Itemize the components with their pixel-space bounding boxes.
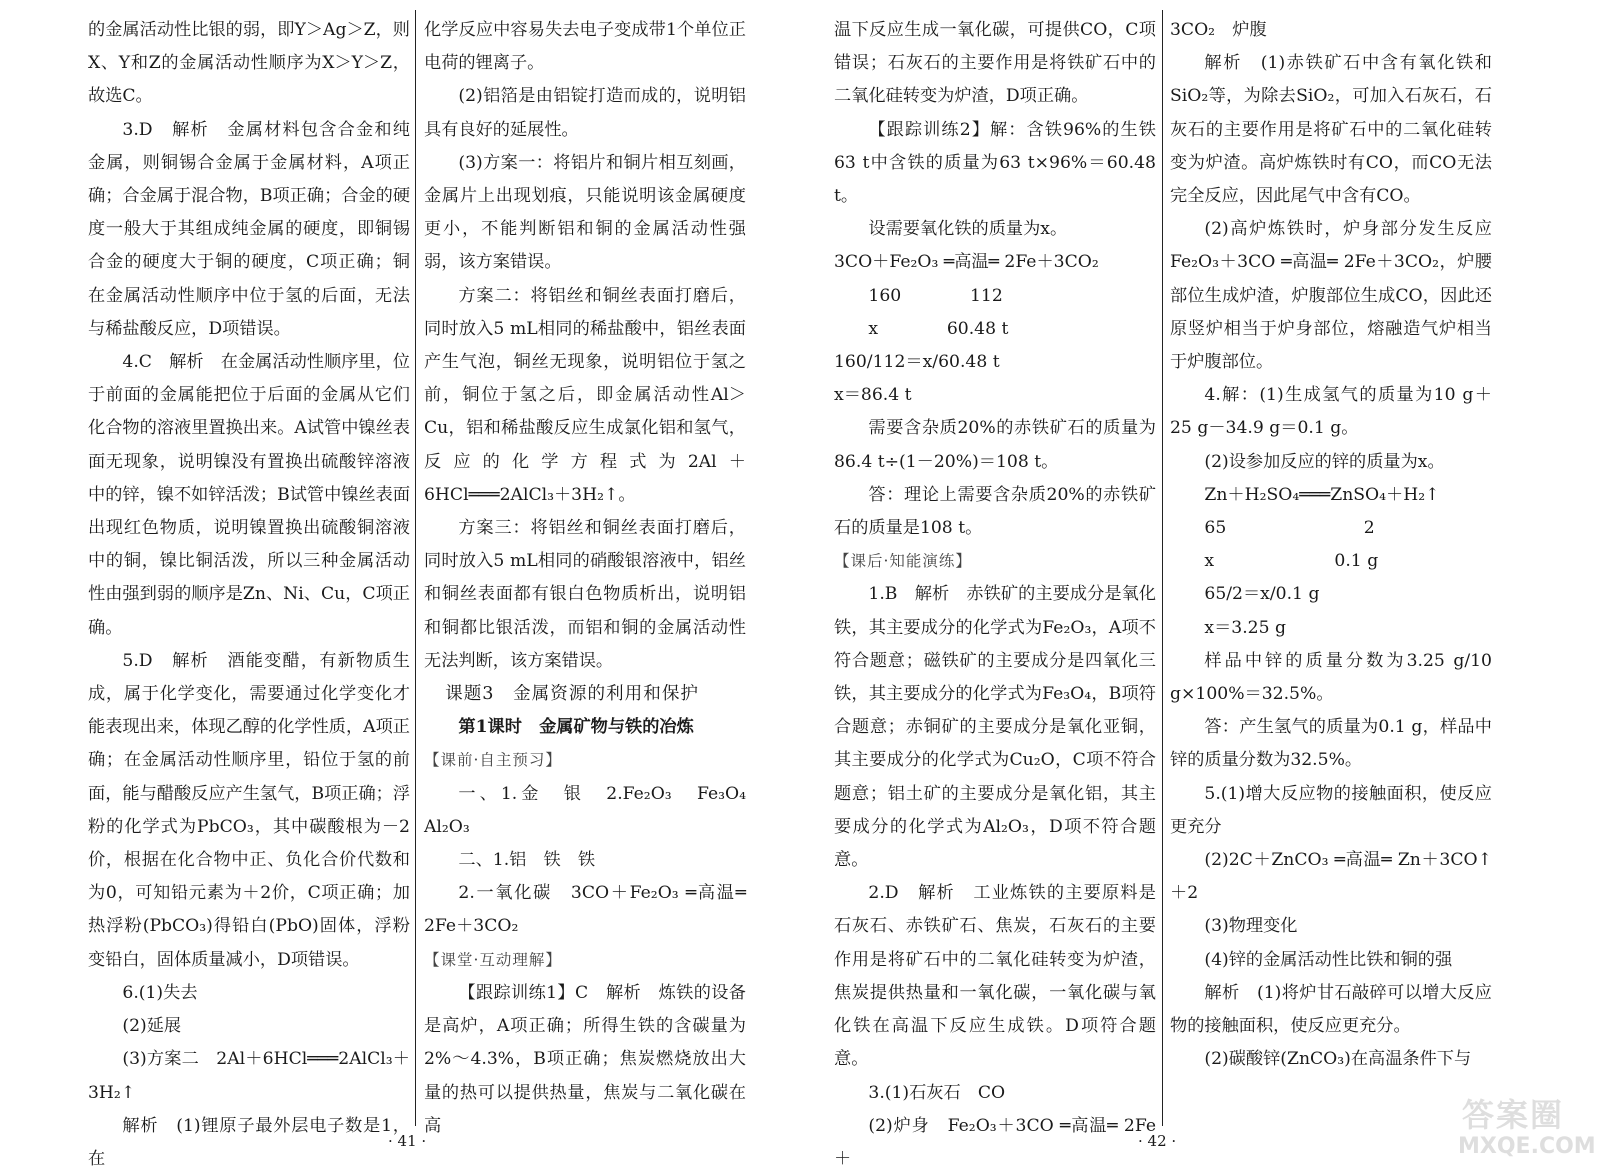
section-header: 【课前·自主预习】: [424, 751, 562, 770]
equation-ratio: x 0.1 g: [1204, 551, 1379, 572]
answer-subitem: (2)炉身 Fe₂O₃＋3CO ═高温═ 2Fe＋: [834, 1115, 1156, 1169]
answer-item-5: 5.D 解析 酒能变醋，有新物质生成，属于化学变化，需要通过化学变化才能表现出来，体现乙醇的化学性质，A项正确；在金属活动性顺序里，铅位于氢的前面，能与醋酸反应产生氢气，B项正确；浮粉的化学式为PbCO₃，其中碳酸根为－2价，根据在化合物中正、负化合价代数和为0，可知铅元素为＋2价，C项正确；加热浮粉(PbCO₃)得铅白(PbO)固体，浮粉变铅白，固体质量减小，D项错误。: [88, 650, 411, 970]
right-page-column-d: [1170, 14, 1510, 1132]
answer-item-4: 4.C 解析 在金属活动性顺序里，位于前面的金属能把位于后面的金属从它们化合物的溶液里置换出来。A试管中镍丝表面无现象，说明镍没有置换出硫酸锌溶液中的锌，镍不如锌活泼；B试管中镍丝表面出现红色物质，说明镍置换出硫酸铜溶液中的铜，镍比铜活泼，所以三种金属活动性由强到弱的顺序是Zn、Ni、Cu，C项正确。: [88, 352, 411, 638]
lesson-title: 课题3 金属资源的利用和保护: [445, 684, 700, 705]
column-divider: [415, 10, 416, 1126]
analysis-paragraph: 解析 (1)赤铁矿石中含有氧化铁和SiO₂等，为除去SiO₂，可加入石灰石，石灰石的主要作用是将矿石中的二氧化硅转变为炉渣。高炉炼铁时有CO，而CO无法完全反应，因此尾气中含有CO。: [1170, 53, 1492, 207]
paragraph: (2)设参加反应的锌的质量为x。: [1204, 451, 1445, 472]
watermark-text: 答案圈: [1462, 1096, 1565, 1134]
equation-ratio: x 60.48 t: [868, 318, 1009, 339]
answer-item-3: 3.(1)石灰石 CO: [868, 1082, 1006, 1103]
result: x＝86.4 t: [834, 385, 912, 406]
paragraph: 样品中锌的质量分数为3.25 g/10 g×100%＝32.5%。: [1170, 650, 1492, 705]
section-header: 【课堂·互动理解】: [424, 950, 562, 969]
column-divider: [1162, 10, 1163, 1126]
analysis-paragraph: 解析 (1)将炉甘石敲碎可以增大反应物的接触面积，使反应更充分。: [1170, 982, 1492, 1037]
answer-item-4: 4.解：(1)生成氢气的质量为10 g＋25 g－34.9 g＝0.1 g。: [1170, 385, 1492, 439]
answer-item: 二、1.铝 铁 铁: [458, 850, 596, 871]
tracking-exercise-1: 【跟踪训练1】C 解析 炼铁的设备是高炉，A项正确；所得生铁的含碳量为2%～4.3%，B项正确；焦炭燃烧放出大量的热可以提供热量，焦炭与二氧化碳在高: [424, 982, 746, 1136]
paragraph: 需要含杂质20%的赤铁矿石的质量为86.4 t÷(1－20%)＝108 t。: [834, 418, 1156, 472]
paragraph: 的金属活动性比银的弱，即Y＞Ag＞Z，则X、Y和Z的金属活动性顺序为X＞Y＞Z，故选C。: [88, 20, 410, 107]
answer-item-5: 5.(1)增大反应物的接触面积，使反应更充分: [1170, 783, 1492, 837]
left-page-column-b: [424, 14, 764, 1136]
equation-ratio: 65 2: [1204, 518, 1375, 539]
watermark-url: MXQE.COM: [1458, 1134, 1596, 1159]
answer-subitem: (3)物理变化: [1204, 916, 1298, 937]
answer-subitem: (4)锌的金属活动性比铁和铜的强: [1204, 949, 1453, 970]
paragraph: (2)碳酸锌(ZnCO₃)在高温条件下与: [1204, 1049, 1472, 1070]
paragraph: 设需要氧化铁的质量为x。: [868, 219, 1068, 240]
equation-ratio: 160 112: [868, 285, 1003, 306]
paragraph: 方案三：将铝丝和铜丝表面打磨后，同时放入5 mL相同的硝酸银溶液中，铝丝和铜丝表面都有银白色物质析出，说明铝和铜都比银活泼，而铝和铜的金属活动性无法判断，该方案错误。: [424, 518, 746, 671]
watermark-logo: [1444, 1084, 1594, 1166]
answer: 答：理论上需要含杂质20%的赤铁矿石的质量是108 t。: [834, 484, 1156, 539]
paragraph: 化学反应中容易失去电子变成带1个单位正电荷的锂离子。: [424, 20, 746, 74]
answer-item-2: 2.D 解析 工业炼铁的主要原料是石灰石、赤铁矿石、焦炭，石灰石的主要作用是将矿石中的二氧化硅转变为炉渣，焦炭提供热量和一氧化碳，一氧化碳与氧化铁在高温下反应生成铁。D项符合题意。: [834, 883, 1156, 1070]
answer-subitem: (2)2C＋ZnCO₃ ═高温═ Zn＋3CO↑ ＋2: [1170, 850, 1510, 904]
paragraph: (2)高炉炼铁时，炉身部分发生反应Fe₂O₃＋3CO ═高温═ 2Fe＋3CO₂，炉腰部位生成炉渣，炉腹部位生成CO，因此还原竖炉相当于炉身部位，熔融造气炉相当于炉腹部位。: [1170, 219, 1492, 373]
section-header: 【课后·知能演练】: [834, 552, 972, 571]
equation: 3CO＋Fe₂O₃ ═高温═ 2Fe＋3CO₂: [834, 252, 1099, 273]
paragraph: (2)铝箔是由铝锭打造而成的，说明铝具有良好的延展性。: [424, 86, 746, 140]
paragraph: (3)方案一：将铝片和铜片相互刻画，金属片上出现划痕，只能说明该金属硬度更小，不能判断铝和铜的金属活动性强弱，该方案错误。: [424, 152, 746, 273]
result: x＝3.25 g: [1204, 617, 1287, 638]
answer-subitem: (3)方案二 2Al＋6HCl═══2AlCl₃＋3H₂↑: [88, 1049, 410, 1103]
paragraph: 方案二：将铝丝和铜丝表面打磨后，同时放入5 mL相同的稀盐酸中，铝丝表面产生气泡，铜丝无现象，说明铝位于氢之前，铜位于氢之后，即金属活动性Al＞Cu，铝和稀盐酸反应生成氯化铝和氢气，反应的化学方程式为2Al＋6HCl═══2AlCl₃＋3H₂↑。: [424, 285, 746, 505]
proportion: 160/112＝x/60.48 t: [834, 352, 1000, 373]
page-number-right: · 42 ·: [1138, 1132, 1177, 1150]
page-number-left: · 41 ·: [388, 1132, 427, 1150]
analysis-paragraph: 解析 (1)锂原子最外层电子数是1，在: [88, 1115, 410, 1169]
period-title: 第1课时 金属矿物与铁的冶炼: [458, 717, 694, 738]
right-page-column-c: [834, 14, 1156, 1169]
answer-item: 一、1.金 银 2.Fe₂O₃ Fe₃O₄ Al₂O₃: [424, 783, 764, 837]
answer-item-1: 1.B 解析 赤铁矿的主要成分是氧化铁，其主要成分的化学式为Fe₂O₃，A项不符合题意；磁铁矿的主要成分是四氧化三铁，其主要成分的化学式为Fe₃O₄，B项符合题意；赤铜矿的主要成分是氧化亚铜，其主要成分的化学式为Cu₂O，C项不符合题意；铝土矿的主要成分是氧化铝，其主要成分的化学式为Al₂O₃，D项不符合题意。: [834, 584, 1156, 871]
proportion: 65/2＝x/0.1 g: [1204, 584, 1320, 605]
answer-subitem: (2)延展: [122, 1016, 182, 1037]
tracking-exercise-2: 【跟踪训练2】解：含铁96%的生铁63 t中含铁的质量为63 t×96%＝60.48 t。: [834, 119, 1156, 207]
answer-item-3: 3.D 解析 金属材料包含合金和纯金属，则铜锡合金属于金属材料，A项正确；合金属于混合物，B项正确；合金的硬度一般大于其组成纯金属的硬度，即铜锡合金的硬度大于铜的硬度，C项正确；铜在金属活动性顺序中位于氢的后面，无法与稀盐酸反应，D项错误。: [88, 119, 411, 339]
answer-item-6: 6.(1)失去: [122, 982, 198, 1003]
paragraph: 3CO₂ 炉腹: [1170, 20, 1267, 40]
paragraph: 温下反应生成一氧化碳，可提供CO，C项错误；石灰石的主要作用是将铁矿石中的二氧化硅转变为炉渣，D项正确。: [834, 20, 1156, 107]
answer: 答：产生氢气的质量为0.1 g，样品中锌的质量分数为32.5%。: [1170, 717, 1492, 771]
answer-item: 2.一氧化碳 3CO＋Fe₂O₃ ═高温═ 2Fe＋3CO₂: [424, 883, 746, 937]
equation: Zn＋H₂SO₄═══ZnSO₄＋H₂↑: [1204, 484, 1440, 505]
